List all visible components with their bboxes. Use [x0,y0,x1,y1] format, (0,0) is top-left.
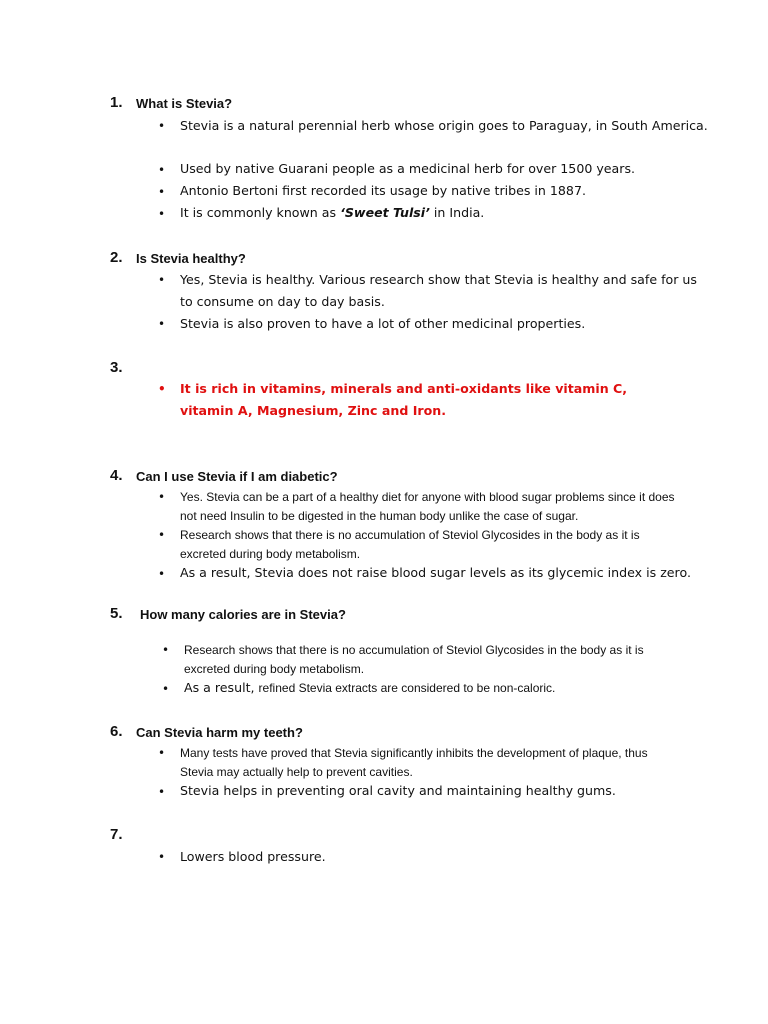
bullet-icon: • [158,567,166,581]
question-title: What is Stevia? [136,96,233,111]
bullet-text: It is rich in vitamins, minerals and anti-oxidants like vitamin C, vitamin A, Magnesium, Zinc and Iron. [180,381,628,418]
bullet-icon: • [158,185,166,199]
bullet-text: Used by native Guarani people as a medicinal herb for over 1500 years. [180,161,636,176]
bullet-text: Yes, Stevia is healthy. Various research show that Stevia is healthy and safe for us to consume on day to day basis. [180,272,697,309]
question-title: How many calories are in Stevia? [140,607,346,622]
question-number: 4. [110,467,123,484]
question-title: Can I use Stevia if I am diabetic? [136,469,338,484]
question-title: Can Stevia harm my teeth? [136,725,303,740]
bullet-icon: • [158,850,166,864]
bullet-text-part: in India. [429,205,485,220]
question-title: Is Stevia healthy? [136,251,246,266]
bullet-text: Lowers blood pressure. [180,849,326,864]
bullet-text: Research shows that there is no accumulation of Steviol Glycosides in the body as it is excreted during body metabolism. [184,643,644,676]
question-number: 5. [110,605,123,622]
question-number: 6. [110,723,123,740]
bullet-text: Stevia helps in preventing oral cavity and maintaining healthy gums. [180,783,616,798]
bullet-icon: • [158,785,166,799]
bullet-text: Yes. Stevia can be a part of a healthy diet for anyone with blood sugar problems since it does not need Insulin to be digested in the human body unlike the case of sugar. [180,490,675,523]
bullet-text: Antonio Bertoni first recorded its usage by native tribes in 1887. [180,183,586,198]
bullet-icon: • [162,643,170,657]
question-number: 3. [110,359,123,376]
bullet-text: As a result, Stevia does not raise blood sugar levels as its glycemic index is zero. [180,565,691,580]
bullet-icon: • [158,528,166,542]
bullet-text: Research shows that there is no accumulation of Steviol Glycosides in the body as it is excreted during body metabolism. [180,528,640,561]
emphasized-term: ‘Sweet Tulsi’ [340,205,430,220]
bullet-text: Stevia is also proven to have a lot of other medicinal properties. [180,316,586,331]
bullet-text [184,679,684,698]
bullet-text: Many tests have proved that Stevia significantly inhibits the development of plaque, thus Stevia may actually help to prevent cavities. [180,746,648,779]
bullet-text-part: It is commonly known as [180,205,341,220]
bullet-icon: • [158,163,166,177]
bullet-icon: • [162,682,170,696]
bullet-icon: • [158,746,166,760]
bullet-icon: • [158,119,166,133]
bullet-icon: • [158,490,166,504]
bullet-text-part: refined Stevia extracts are considered to be non-caloric. [258,681,556,695]
question-number: 7. [110,826,123,843]
bullet-icon: • [158,382,166,396]
bullet-icon: • [158,317,166,331]
question-number: 2. [110,249,123,266]
bullet-icon: • [158,207,166,221]
bullet-text [180,202,710,224]
bullet-text-part: As a result, [184,680,259,695]
bullet-text: Stevia is a natural perennial herb whose origin goes to Paraguay, in South America. [180,118,708,133]
question-number: 1. [110,94,123,111]
bullet-icon: • [158,273,166,287]
